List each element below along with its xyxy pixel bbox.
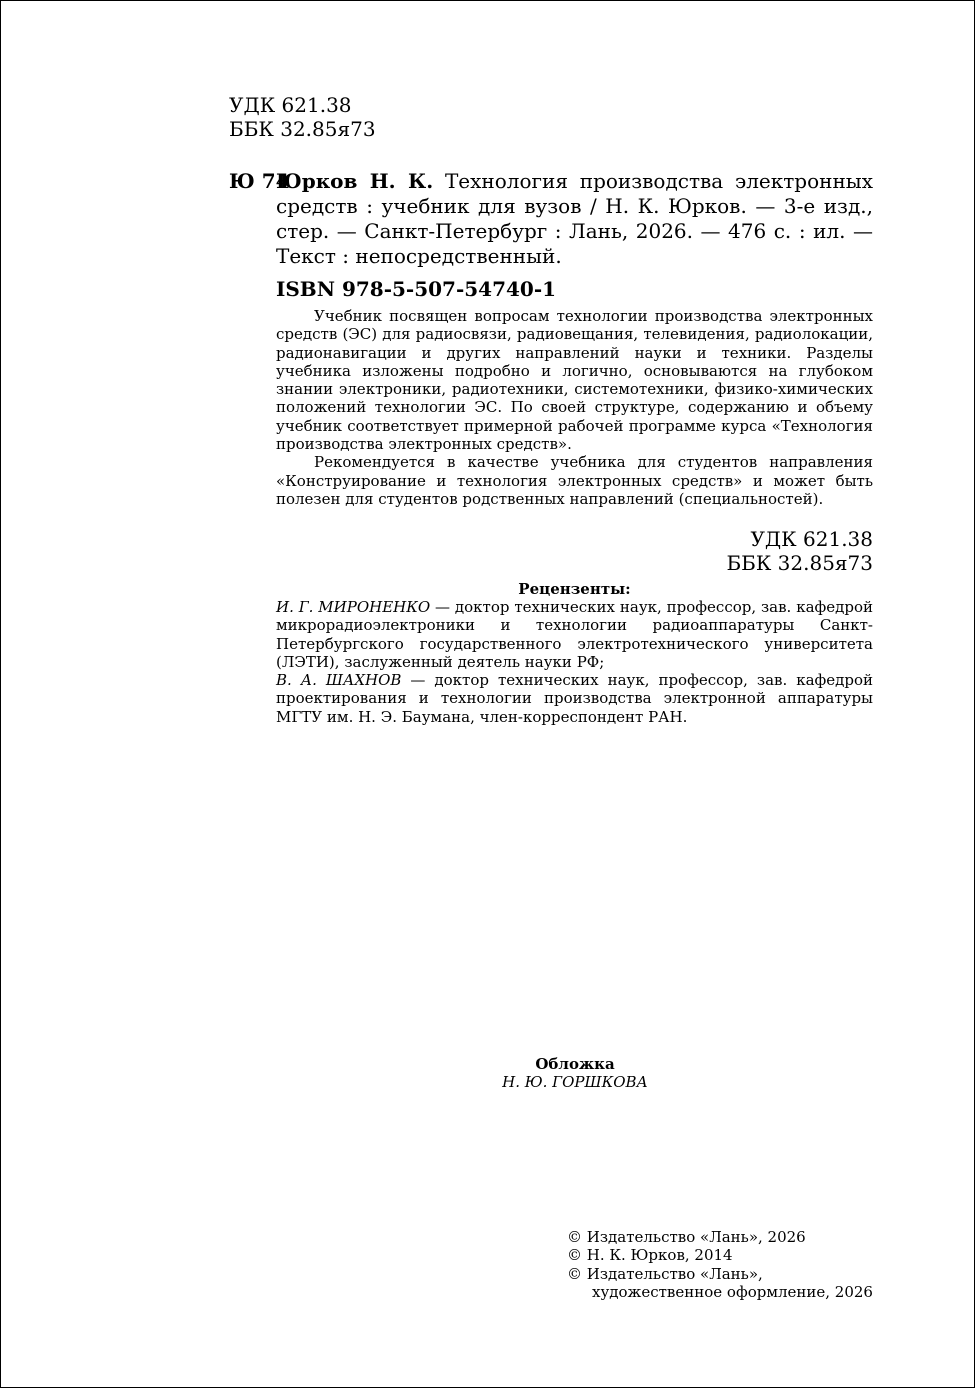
cover-designer: Н. Ю. ГОРШКОВА [502, 1073, 648, 1092]
bibliographic-description [276, 169, 873, 269]
udk-code: УДК 621.38 [229, 93, 352, 117]
reviewers-list [276, 598, 873, 726]
copyright-line-3: © Издательство «Лань», [567, 1264, 763, 1283]
classification-block [229, 93, 376, 141]
abstract-paragraph-1: Учебник посвящен вопросам технологии производства электронных средств (ЭС) для радиосвязи, радиовещания, телевидения, радиолокации, радионавигации и других направлений науки и техники. Разделы учебника изложены подробно и логично, основываются на глубоком знании электроники, радиотехники, системотехники, физико-химических положений технологии ЭС. По своей структуре, содержанию и объему учебник соответствует примерной рабочей программе курса «Технология производства электронных средств». [276, 307, 873, 454]
reviewer-1 [276, 598, 873, 671]
reviewer-1-text: — доктор технических наук, профессор, зав. кафедрой микрорадиоэлектроники и технологии радиоаппаратуры Санкт-Петербургского государственного электротехнического университета (ЛЭТИ), заслуженный деятель науки РФ; [276, 598, 874, 671]
classification-right [560, 527, 873, 575]
description-text: Технология производства электронных средств : учебник для вузов / Н. К. Юрков. — 3-е изд., стер. — Санкт-Петербург : Лань, 2026. — 476 с. : ил. — Текст : непосредственный. [276, 169, 873, 268]
reviewer-2-text: — доктор технических наук, профессор, зав. кафедрой проектирования и технологии производства электронной аппаратуры МГТУ им. Н. Э. Баумана, член-корреспондент РАН. [276, 671, 874, 726]
bbk-code-right: ББК 32.85я73 [726, 551, 873, 575]
author-mark: Ю 74 [229, 169, 290, 193]
udk-code-right: УДК 621.38 [750, 527, 873, 551]
reviewer-1-name: И. Г. МИРОНЕНКО [276, 598, 431, 616]
copyright-block [567, 1228, 887, 1301]
copyright-line-4: художественное оформление, 2026 [592, 1282, 873, 1301]
abstract [276, 307, 873, 508]
reviewer-2 [276, 671, 873, 726]
author-name: Юрков Н. К. [276, 169, 434, 193]
cover-label: Обложка [535, 1055, 615, 1073]
reviewer-2-name: В. А. ШАХНОВ [276, 671, 402, 690]
copyright-line-2: © Н. К. Юрков, 2014 [567, 1246, 733, 1265]
isbn: ISBN 978-5-507-54740-1 [276, 277, 557, 301]
cover-credit [350, 1055, 800, 1092]
copyright-line-1: © Издательство «Лань», 2026 [567, 1228, 806, 1246]
bbk-code: ББК 32.85я73 [229, 117, 376, 141]
reviewers-heading: Рецензенты: [518, 580, 631, 598]
abstract-paragraph-2: Рекомендуется в качестве учебника для студентов направления «Конструирование и технология электронных средств» и может быть полезен для студентов родственных направлений (специальностей). [276, 453, 873, 508]
